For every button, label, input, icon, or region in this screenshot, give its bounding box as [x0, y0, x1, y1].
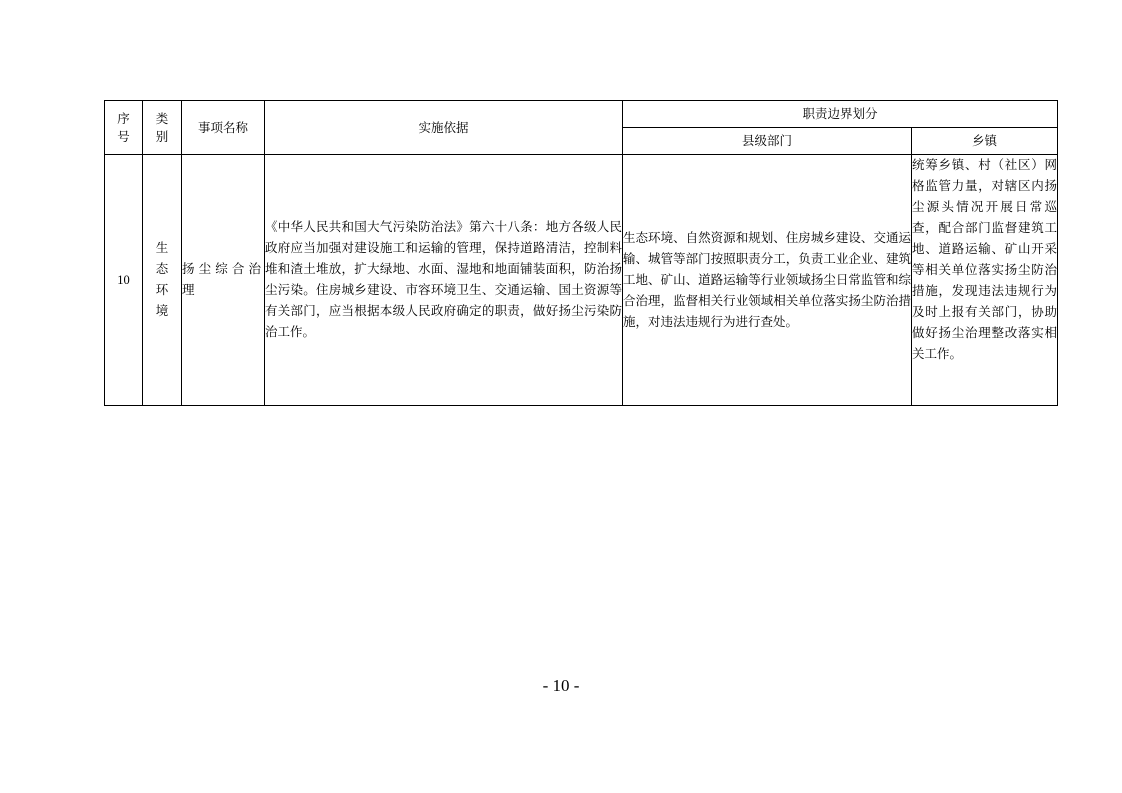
cell-item-name: 扬尘综合治理 [182, 155, 265, 406]
header-responsibility: 职责边界划分 [623, 101, 1058, 128]
cell-category: 生态环境 [143, 155, 182, 406]
cell-county: 生态环境、自然资源和规划、住房城乡建设、交通运输、城管等部门按照职责分工，负责工业企业、建筑工地、矿山、道路运输等行业领域扬尘日常监管和综合治理，监督相关行业领域相关单位落实扬尘防治措施，对违法违规行为进行查处。 [623, 155, 912, 406]
header-basis: 实施依据 [265, 101, 623, 155]
page-number: - 10 - [542, 676, 580, 695]
table-row [105, 155, 1058, 406]
cell-seq: 10 [105, 155, 143, 406]
responsibility-table [104, 100, 1058, 406]
header-township: 乡镇 [912, 128, 1058, 155]
header-category: 类别 [143, 101, 182, 155]
header-item-name: 事项名称 [182, 101, 265, 155]
cell-township: 统筹乡镇、村（社区）网格监管力量，对辖区内扬尘源头情况开展日常巡查，配合部门监督建筑工地、道路运输、矿山开采等相关单位落实扬尘防治措施，发现违法违规行为及时上报有关部门，协助做好扬尘治理整改落实相关工作。 [912, 155, 1058, 406]
header-seq: 序号 [105, 101, 143, 155]
cell-basis: 《中华人民共和国大气污染防治法》第六十八条：地方各级人民政府应当加强对建设施工和运输的管理，保持道路清洁，控制料堆和渣土堆放，扩大绿地、水面、湿地和地面铺装面积，防治扬尘污染。住房城乡建设、市容环境卫生、交通运输、国土资源等有关部门，应当根据本级人民政府确定的职责，做好扬尘污染防治工作。 [265, 155, 623, 406]
header-county: 县级部门 [623, 128, 912, 155]
